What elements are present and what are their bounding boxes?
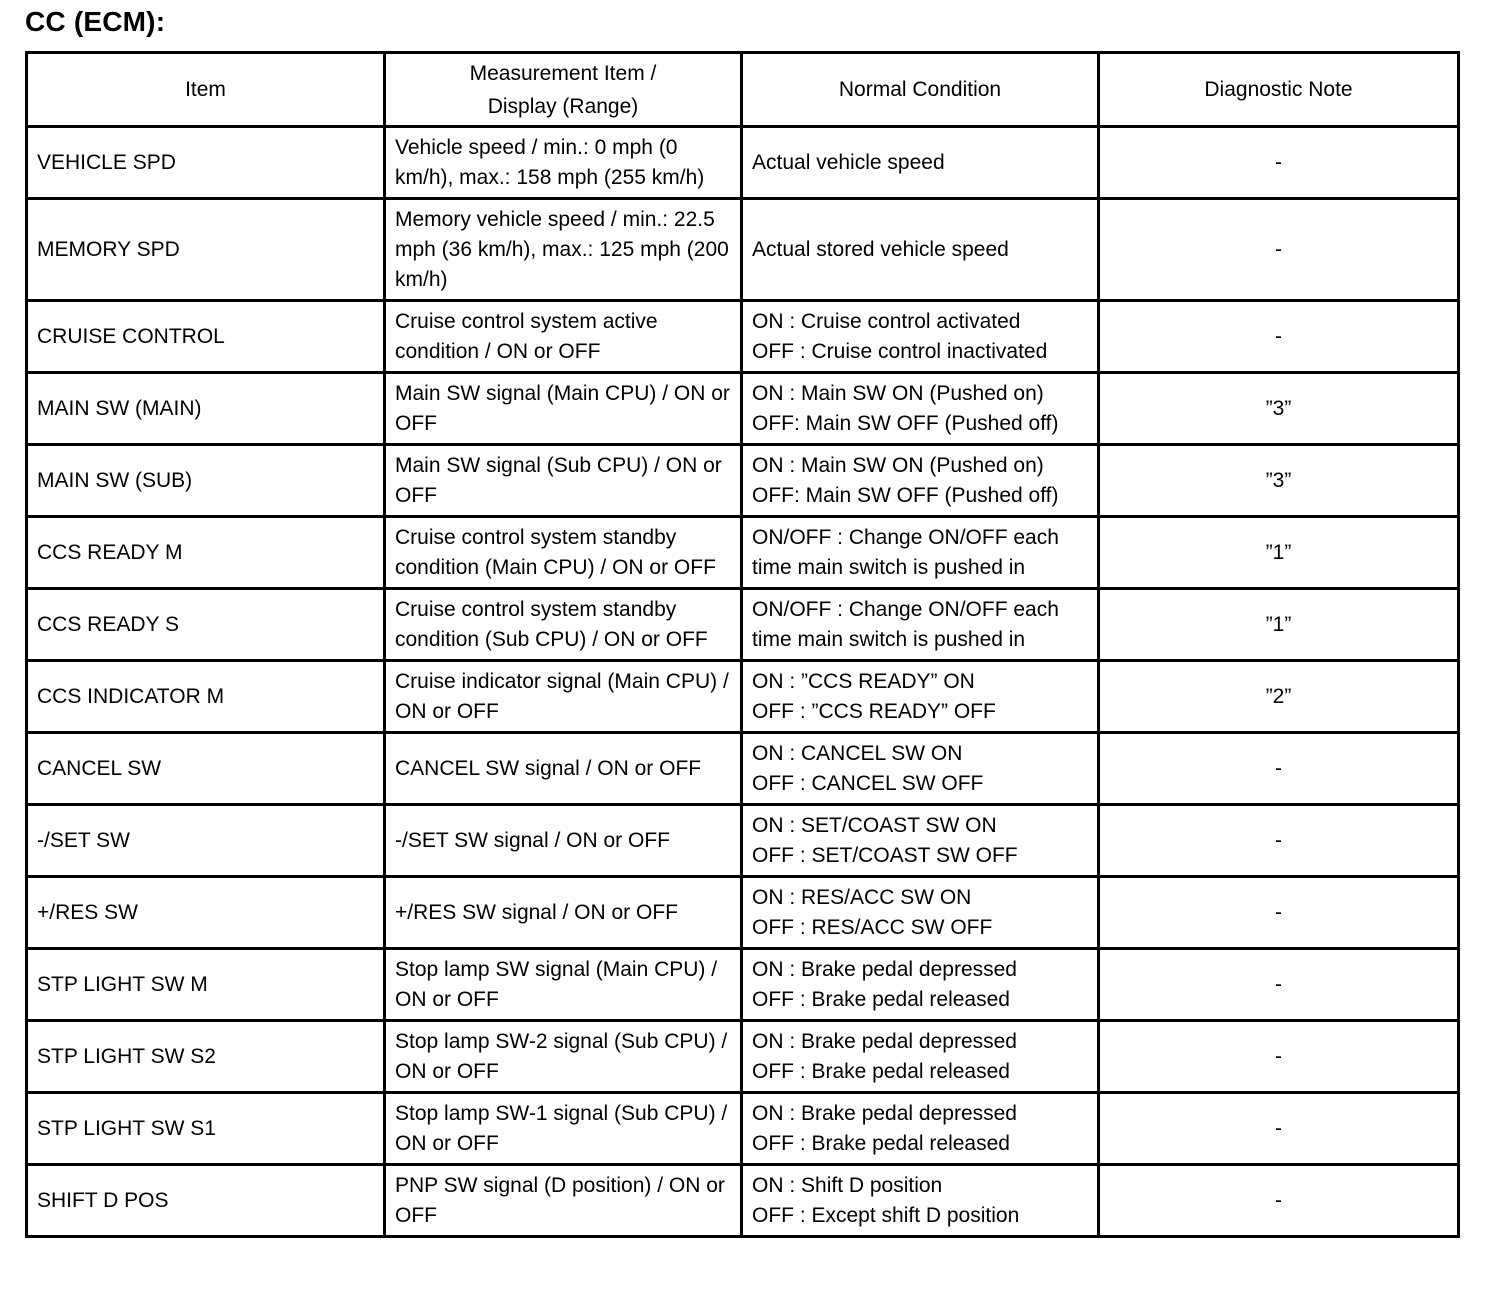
cell-normal-condition — [742, 517, 1099, 589]
cell-measurement: +/RES SW signal / ON or OFF — [385, 877, 742, 949]
cell-measurement: Main SW signal (Main CPU) / ON or OFF — [385, 373, 742, 445]
normal-condition-line1: ON/OFF : Change ON/OFF each — [752, 525, 1059, 549]
normal-condition-line2: OFF : Brake pedal released — [752, 1059, 1010, 1083]
cell-item: MAIN SW (SUB) — [27, 445, 385, 517]
normal-condition-line2: OFF : Cruise control inactivated — [752, 339, 1048, 363]
cell-item: CCS READY M — [27, 517, 385, 589]
cell-item: -/SET SW — [27, 805, 385, 877]
cell-item: VEHICLE SPD — [27, 127, 385, 199]
cell-item: CCS READY S — [27, 589, 385, 661]
cell-normal-condition — [742, 877, 1099, 949]
normal-condition-line2: OFF : RES/ACC SW OFF — [752, 915, 993, 939]
cell-normal-condition — [742, 445, 1099, 517]
header-measurement-line1: Measurement Item / — [469, 61, 657, 85]
cell-measurement: CANCEL SW signal / ON or OFF — [385, 733, 742, 805]
normal-condition-line1: Actual vehicle speed — [752, 150, 945, 174]
cell-normal-condition — [742, 949, 1099, 1021]
table-row — [27, 733, 1459, 805]
cell-normal-condition — [742, 373, 1099, 445]
cell-measurement: Main SW signal (Sub CPU) / ON or OFF — [385, 445, 742, 517]
cell-measurement: Memory vehicle speed / min.: 22.5 mph (36 km/h), max.: 125 mph (200 km/h) — [385, 199, 742, 301]
cell-item: +/RES SW — [27, 877, 385, 949]
table-row — [27, 589, 1459, 661]
normal-condition-line1: ON/OFF : Change ON/OFF each — [752, 597, 1059, 621]
cell-normal-condition — [742, 1165, 1099, 1237]
table-row — [27, 301, 1459, 373]
normal-condition-line2: OFF : Except shift D position — [752, 1203, 1020, 1227]
header-measurement — [385, 53, 742, 127]
cell-diagnostic-note: - — [1099, 805, 1459, 877]
normal-condition-line2: time main switch is pushed in — [752, 555, 1026, 579]
normal-condition-line2: OFF: Main SW OFF (Pushed off) — [752, 483, 1059, 507]
cell-diagnostic-note: - — [1099, 1165, 1459, 1237]
cell-diagnostic-note: - — [1099, 1093, 1459, 1165]
normal-condition-line1: ON : Brake pedal depressed — [752, 957, 1017, 981]
normal-condition-line2: time main switch is pushed in — [752, 627, 1026, 651]
normal-condition-line1: ON : SET/COAST SW ON — [752, 813, 997, 837]
normal-condition-line2: OFF : Brake pedal released — [752, 1131, 1010, 1155]
cell-item: STP LIGHT SW M — [27, 949, 385, 1021]
page-title: CC (ECM): — [25, 6, 166, 37]
header-row — [27, 53, 1459, 127]
table-row — [27, 949, 1459, 1021]
cell-item: CCS INDICATOR M — [27, 661, 385, 733]
table-row — [27, 127, 1459, 199]
cell-normal-condition — [742, 805, 1099, 877]
cell-diagnostic-note: - — [1099, 949, 1459, 1021]
header-diagnostic-note: Diagnostic Note — [1099, 53, 1459, 127]
table-row — [27, 805, 1459, 877]
normal-condition-line1: Actual stored vehicle speed — [752, 237, 1009, 261]
cell-normal-condition — [742, 733, 1099, 805]
normal-condition-line1: ON : Cruise control activated — [752, 309, 1021, 333]
cell-normal-condition — [742, 589, 1099, 661]
cell-diagnostic-note: - — [1099, 1021, 1459, 1093]
table-row — [27, 517, 1459, 589]
normal-condition-line2: OFF : CANCEL SW OFF — [752, 771, 984, 795]
normal-condition-line2: OFF : SET/COAST SW OFF — [752, 843, 1018, 867]
normal-condition-line2: OFF : Brake pedal released — [752, 987, 1010, 1011]
cell-item: MAIN SW (MAIN) — [27, 373, 385, 445]
header-item: Item — [27, 53, 385, 127]
cell-normal-condition — [742, 301, 1099, 373]
table-row — [27, 661, 1459, 733]
cell-normal-condition — [742, 127, 1099, 199]
cell-measurement: Vehicle speed / min.: 0 mph (0 km/h), max.: 158 mph (255 km/h) — [385, 127, 742, 199]
cell-item: STP LIGHT SW S2 — [27, 1021, 385, 1093]
cell-diagnostic-note: - — [1099, 877, 1459, 949]
cell-item: MEMORY SPD — [27, 199, 385, 301]
cell-measurement: Stop lamp SW signal (Main CPU) / ON or OFF — [385, 949, 742, 1021]
cell-diagnostic-note: ”3” — [1099, 445, 1459, 517]
normal-condition-line1: ON : Brake pedal depressed — [752, 1101, 1017, 1125]
normal-condition-line1: ON : RES/ACC SW ON — [752, 885, 972, 909]
table-row — [27, 445, 1459, 517]
cell-measurement: -/SET SW signal / ON or OFF — [385, 805, 742, 877]
normal-condition-line1: ON : CANCEL SW ON — [752, 741, 963, 765]
cell-measurement: Stop lamp SW-1 signal (Sub CPU) / ON or OFF — [385, 1093, 742, 1165]
table-row — [27, 373, 1459, 445]
cell-measurement: Cruise control system standby condition (Sub CPU) / ON or OFF — [385, 589, 742, 661]
normal-condition-line1: ON : Shift D position — [752, 1173, 943, 1197]
cell-measurement: Cruise control system standby condition (Main CPU) / ON or OFF — [385, 517, 742, 589]
cell-diagnostic-note: ”1” — [1099, 517, 1459, 589]
cell-diagnostic-note: ”2” — [1099, 661, 1459, 733]
cell-diagnostic-note: - — [1099, 199, 1459, 301]
cell-measurement: PNP SW signal (D position) / ON or OFF — [385, 1165, 742, 1237]
normal-condition-line2: OFF: Main SW OFF (Pushed off) — [752, 411, 1059, 435]
cell-diagnostic-note: ”3” — [1099, 373, 1459, 445]
cell-normal-condition — [742, 1093, 1099, 1165]
cell-measurement: Cruise indicator signal (Main CPU) / ON or OFF — [385, 661, 742, 733]
table-row — [27, 199, 1459, 301]
cell-diagnostic-note: ”1” — [1099, 589, 1459, 661]
normal-condition-line1: ON : Main SW ON (Pushed on) — [752, 381, 1044, 405]
table-row — [27, 877, 1459, 949]
normal-condition-line1: ON : ”CCS READY” ON — [752, 669, 975, 693]
cell-item: CANCEL SW — [27, 733, 385, 805]
cell-diagnostic-note: - — [1099, 301, 1459, 373]
cell-diagnostic-note: - — [1099, 733, 1459, 805]
cell-item: STP LIGHT SW S1 — [27, 1093, 385, 1165]
normal-condition-line1: ON : Brake pedal depressed — [752, 1029, 1017, 1053]
data-monitor-table — [25, 51, 1460, 1238]
cell-measurement: Stop lamp SW-2 signal (Sub CPU) / ON or OFF — [385, 1021, 742, 1093]
cell-diagnostic-note: - — [1099, 127, 1459, 199]
cell-normal-condition — [742, 199, 1099, 301]
normal-condition-line1: ON : Main SW ON (Pushed on) — [752, 453, 1044, 477]
cell-normal-condition — [742, 661, 1099, 733]
cell-item: CRUISE CONTROL — [27, 301, 385, 373]
header-measurement-line2: Display (Range) — [487, 94, 639, 118]
table-row — [27, 1165, 1459, 1237]
cell-normal-condition — [742, 1021, 1099, 1093]
normal-condition-line2: OFF : ”CCS READY” OFF — [752, 699, 996, 723]
header-normal-condition: Normal Condition — [742, 53, 1099, 127]
cell-measurement: Cruise control system active condition / ON or OFF — [385, 301, 742, 373]
table-row — [27, 1021, 1459, 1093]
cell-item: SHIFT D POS — [27, 1165, 385, 1237]
table-row — [27, 1093, 1459, 1165]
